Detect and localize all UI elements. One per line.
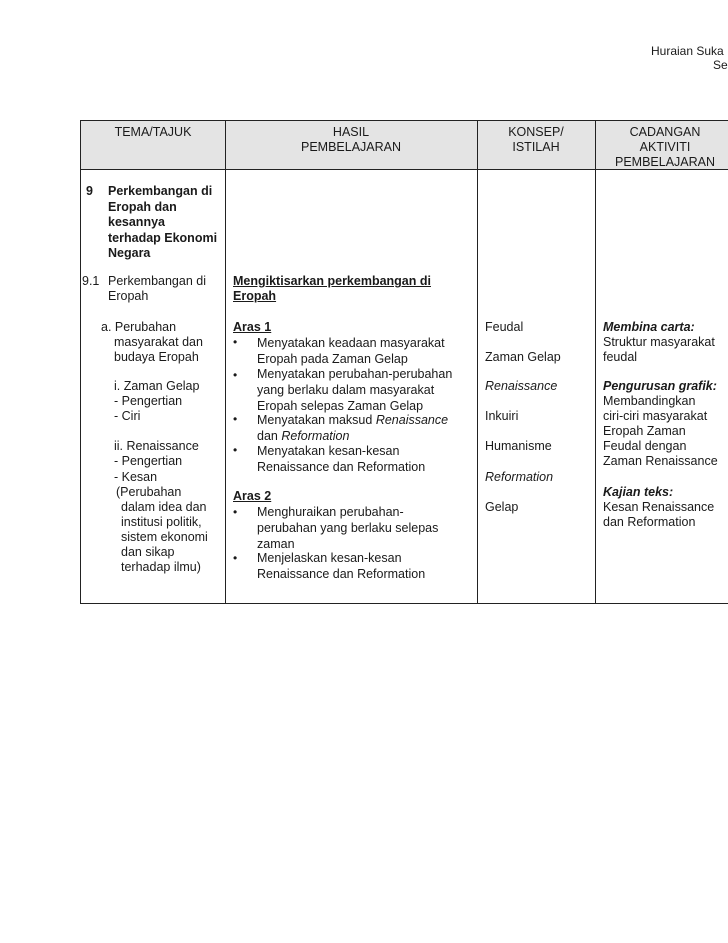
topic-title: Perkembangan di Eropah dan kesannya terhadap Ekonomi Negara xyxy=(108,184,218,260)
subtopic-item: - Pengertian xyxy=(114,394,183,408)
concept-item: Renaissance xyxy=(485,379,558,393)
syllabus-table xyxy=(80,120,728,604)
header-konsep-istilah: KONSEP/ ISTILAH xyxy=(508,125,564,154)
outcome-heading: Mengiktisarkan perkembangan di Eropah xyxy=(233,274,431,303)
column-divider xyxy=(477,121,478,603)
activity-text: Membandingkan ciri-ciri masyarakat Eropah Zaman Feudal dengan Zaman Renaissance xyxy=(603,394,718,468)
subtopic-item: - Pengertian xyxy=(114,454,183,468)
concept-item: Gelap xyxy=(485,500,519,514)
concept-item: Reformation xyxy=(485,470,554,484)
bullet-icon: • xyxy=(233,551,238,565)
activity-text: Struktur masyarakat feudal xyxy=(603,335,715,364)
concept-item: Inkuiri xyxy=(485,409,519,423)
outcome-item: Menyatakan perubahan-perubahan yang berlaku dalam masyarakat Eropah selepas Zaman Gelap xyxy=(257,367,453,413)
header-cadangan-aktiviti: CADANGAN AKTIVITI PEMBELAJARAN xyxy=(614,125,716,169)
subtopic-item: - Kesan xyxy=(114,470,158,484)
header-hasil-pembelajaran: HASIL PEMBELAJARAN xyxy=(300,125,402,154)
bullet-icon: • xyxy=(233,368,238,382)
subtopic-title: Perkembangan di Eropah xyxy=(108,274,206,303)
bullet-icon: • xyxy=(233,412,238,426)
outcome-item: Menyatakan maksud Renaissance dan Reformation xyxy=(257,413,449,443)
column-divider xyxy=(595,121,596,603)
column-divider xyxy=(225,121,226,603)
activity-title: Membina carta: xyxy=(603,320,695,334)
subtopic-item: (Perubahan xyxy=(116,485,182,499)
bullet-icon: • xyxy=(233,443,238,457)
subtopic-item: ii. Renaissance xyxy=(114,439,199,453)
outcome-item: Menghuraikan perubahan- perubahan yang berlaku selepas zaman xyxy=(257,505,439,551)
outcome-item: Menjelaskan kesan-kesan Renaissance dan Reformation xyxy=(257,551,426,581)
subtopic-item: masyarakat dan xyxy=(114,335,203,349)
bullet-icon: • xyxy=(233,505,238,519)
subtopic-item: institusi politik, xyxy=(121,515,202,529)
subtopic-item: i. Zaman Gelap xyxy=(114,379,200,393)
subtopic-item: a. Perubahan xyxy=(101,320,177,334)
subtopic-item: budaya Eropah xyxy=(114,350,199,364)
outcome-item: Menyatakan keadaan masyarakat Eropah pada Zaman Gelap xyxy=(257,336,445,366)
subtopic-item: sistem ekonomi xyxy=(121,530,208,544)
outcome-item: Menyatakan kesan-kesan Renaissance dan Reformation xyxy=(257,444,426,474)
header-title: Huraian Suka xyxy=(651,44,724,58)
concept-item: Humanisme xyxy=(485,439,552,453)
concept-item: Zaman Gelap xyxy=(485,350,561,364)
activity-title: Pengurusan grafik: xyxy=(603,379,717,393)
subtopic-item: terhadap ilmu) xyxy=(121,560,201,574)
topic-number: 9 xyxy=(86,184,93,198)
aras-1-label: Aras 1 xyxy=(233,320,272,334)
activity-title: Kajian teks: xyxy=(603,485,674,499)
header-subtitle: Se xyxy=(713,58,728,72)
header-tema-tajuk: TEMA/TAJUK xyxy=(114,125,192,139)
activity-text: Kesan Renaissance dan Reformation xyxy=(603,500,715,529)
aras-2-label: Aras 2 xyxy=(233,489,272,503)
concept-item: Feudal xyxy=(485,320,524,334)
subtopic-item: dan sikap xyxy=(121,545,175,559)
bullet-icon: • xyxy=(233,335,238,349)
subtopic-number: 9.1 xyxy=(82,274,100,288)
subtopic-item: - Ciri xyxy=(114,409,141,423)
subtopic-item: dalam idea dan xyxy=(121,500,207,514)
